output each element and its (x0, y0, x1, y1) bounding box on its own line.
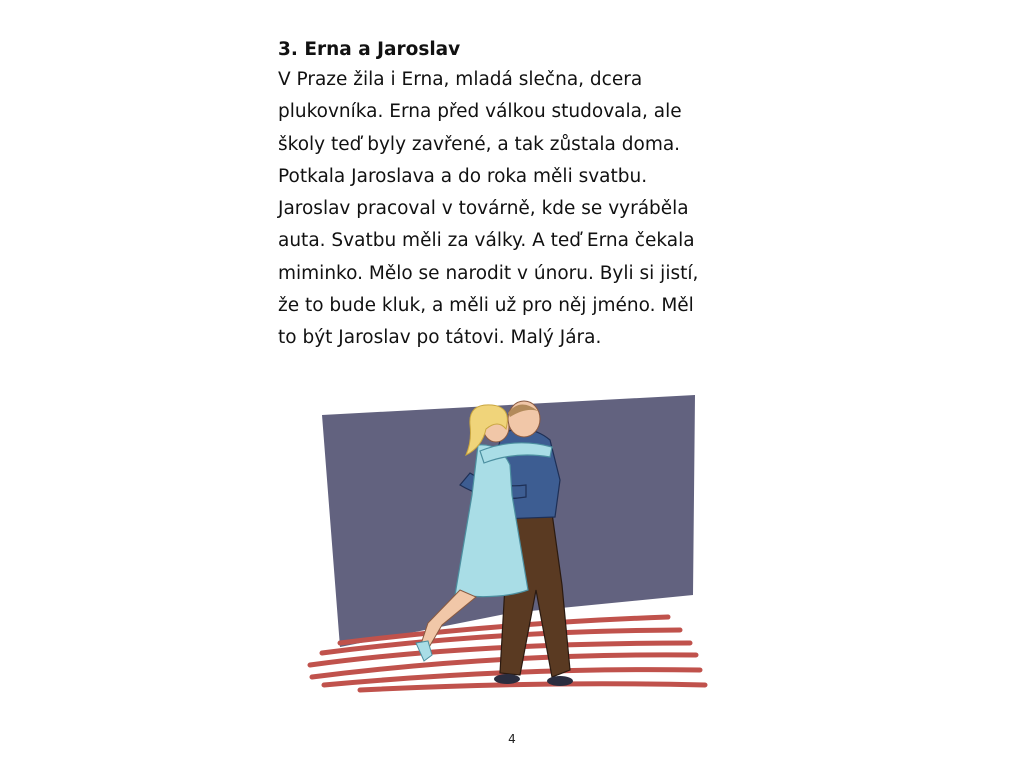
man-shoe-right (547, 676, 573, 686)
paragraph-line: miminko. Mělo se narodit v únoru. Byli si jistí, (278, 262, 699, 284)
chapter-title: 3. Erna a Jaroslav (278, 39, 461, 60)
paragraph-line: že to bude kluk, a měli už pro něj jméno. Měl (278, 295, 694, 317)
paragraph-line: školy teď byly zavřené, a tak zůstala doma. (278, 133, 681, 155)
paragraph-line: V Praze žila i Erna, mladá slečna, dcera (278, 69, 643, 90)
couple-embrace-illustration (300, 385, 720, 705)
paragraph-line: Potkala Jaroslava a do roka měli svatbu. (278, 165, 648, 187)
paragraph-line: plukovníka. Erna před válkou studovala, ale (278, 101, 682, 123)
paragraph-line: auta. Svatbu měli za války. A teď Erna čekala (278, 230, 695, 252)
man-shoe-left (494, 674, 520, 684)
paragraph-line: Jaroslav pracoval v továrně, kde se vyráběla (278, 198, 689, 220)
chapter-text (278, 36, 748, 355)
paragraph-line: to být Jaroslav po tátovi. Malý Jára. (278, 327, 602, 349)
page-number: 4 (508, 732, 516, 746)
